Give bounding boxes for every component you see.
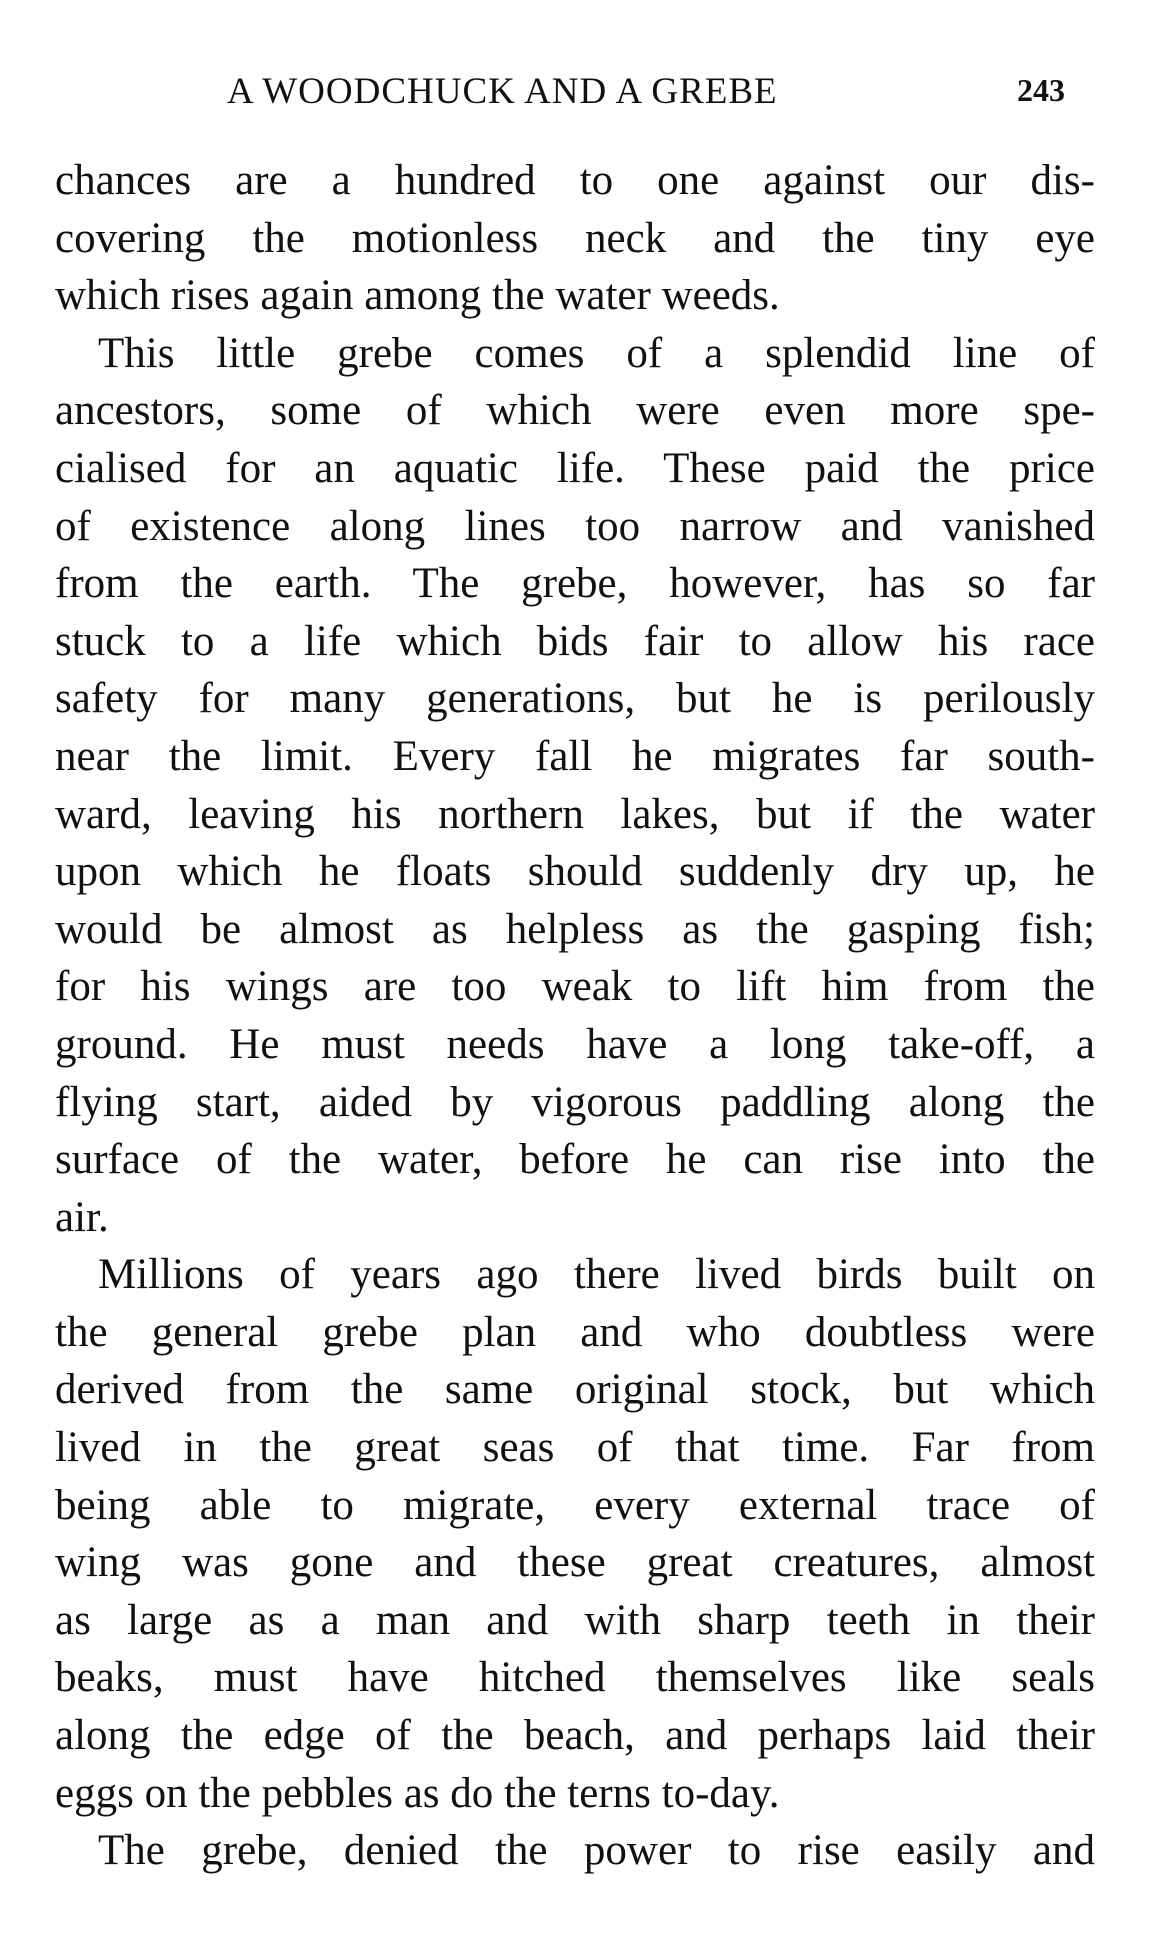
text-line: lived in the great seas of that time. Far from (55, 1424, 1095, 1472)
text-line: stuck to a life which bids fair to allow his race (55, 617, 1095, 665)
paragraph (55, 152, 1095, 325)
text-line: chances are a hundred to one against our dis- (55, 157, 1095, 204)
text-line: the general grebe plan and who doubtless were (55, 1308, 1095, 1356)
text-line: of existence along lines too narrow and vanished (55, 502, 1095, 550)
text-line: This little grebe comes of a splendid line of (98, 329, 1095, 377)
text-line: being able to migrate, every external trace of (55, 1481, 1095, 1529)
text-line: from the earth. The grebe, however, has so far (55, 560, 1095, 608)
text-line: ground. He must needs have a long take-off, a (55, 1020, 1095, 1068)
text-line: air. (55, 1193, 109, 1241)
paragraph (55, 325, 1095, 1247)
text-line: would be almost as helpless as the gasping fish; (55, 905, 1095, 953)
text-line: ward, leaving his northern lakes, but if the water (55, 790, 1095, 838)
text-line: for his wings are too weak to lift him from the (55, 963, 1095, 1011)
text-line: near the limit. Every fall he migrates far south- (55, 732, 1095, 780)
text-line: cialised for an aquatic life. These paid the price (55, 444, 1095, 492)
text-line: The grebe, denied the power to rise easily and (98, 1827, 1095, 1875)
body-text (55, 152, 1095, 1880)
text-line: Millions of years ago there lived birds built on (98, 1251, 1095, 1299)
page-number: 243 (1017, 72, 1065, 108)
text-line: ancestors, some of which were even more spe- (55, 387, 1095, 435)
text-line: flying start, aided by vigorous paddling along the (55, 1078, 1095, 1126)
running-title: A WOODCHUCK AND A GREBE (227, 71, 778, 112)
text-line: upon which he floats should suddenly dry up, he (55, 848, 1095, 896)
text-line: as large as a man and with sharp teeth in their (55, 1596, 1095, 1644)
text-line: along the edge of the beach, and perhaps laid their (55, 1712, 1095, 1760)
paragraph (55, 1246, 1095, 1822)
text-line: safety for many generations, but he is perilously (55, 675, 1095, 723)
text-line: surface of the water, before he can rise into the (55, 1136, 1095, 1184)
text-line: eggs on the pebbles as do the terns to-day. (55, 1769, 780, 1817)
text-line: wing was gone and these great creatures, almost (55, 1539, 1095, 1587)
book-page (55, 0, 1095, 1946)
text-line: which rises again among the water weeds. (55, 272, 780, 320)
text-line: derived from the same original stock, but which (55, 1366, 1095, 1414)
text-line: covering the motionless neck and the tiny eye (55, 214, 1095, 262)
running-head (55, 70, 1095, 120)
paragraph (55, 1822, 1095, 1880)
text-line: beaks, must have hitched themselves like seals (55, 1654, 1095, 1702)
